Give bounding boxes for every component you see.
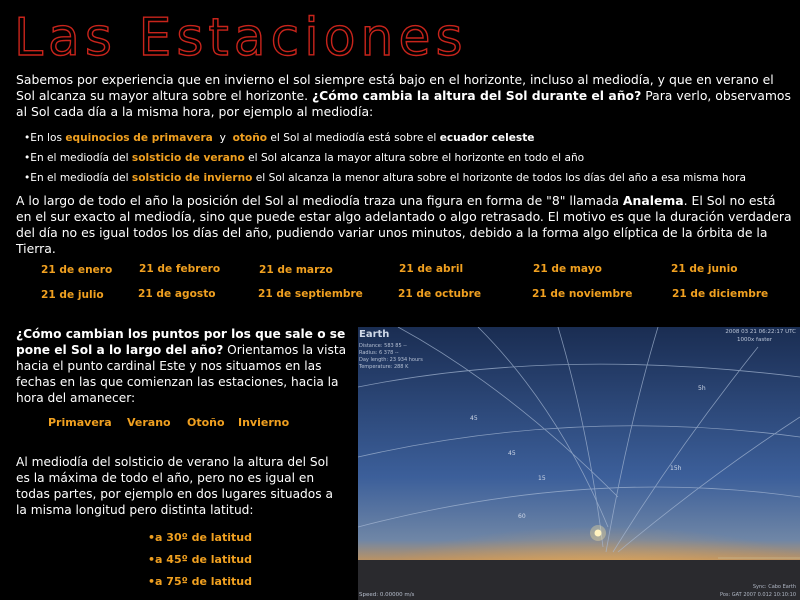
latitud-paragraph: Al mediodía del solsticio de verano la altura del Sol es la máxima de todo el año, pero no es igual en todas partes, por ejemplo en dos lugares situados a la misma longitud pero distinta latitud:	[16, 455, 333, 517]
intro-question: ¿Cómo cambia la altura del Sol durante el año?	[311, 88, 642, 103]
speed-status: Speed: 0.00000 m/s	[359, 592, 415, 598]
latitude-link-45[interactable]: •a 45º de latitud	[148, 553, 252, 566]
page-title: Las Estaciones	[14, 8, 468, 68]
bullet-solsticio-invierno: •En el mediodía del solsticio de invierno el Sol alcanza la menor altura sobre el horizonte de todos los días del año a esa misma hora	[24, 172, 747, 184]
ecuador-celeste: ecuador celeste	[439, 132, 535, 144]
intro-text: Sabemos por experiencia que en invierno el sol siempre está bajo en el horizonte, incluso al mediodía, y que en verano el Sol alcanza su mayor altura sobre el horizonte.	[16, 72, 774, 103]
equinoccio-primavera-link[interactable]: equinocios de primavera	[65, 132, 213, 144]
position-status: Pos: GAT 2007 0.012 10:10:10	[720, 592, 796, 598]
location-info: Distance: 583 85 -- Radius: 6 378 -- Day length: 23 934 hours Temperature: 288 K	[359, 343, 423, 370]
salida-sol-question: ¿Cómo cambian los puntos por los que sale o se pone el Sol a lo largo del año?	[16, 327, 346, 357]
solsticio-verano-link[interactable]: solsticio de verano	[131, 152, 245, 164]
grid-label-5: 5h	[698, 385, 706, 392]
date-link-abril[interactable]: 21 de abril	[399, 263, 464, 275]
analema-paragraph: A lo largo de todo el año la posición del Sol al mediodía traza una figura en forma de "8" llamada Analema. El Sol no está en el sur exacto al mediodía, sino que puede estar algo adelantado o algo retrasado. El motivo es que la duración verdadera del día no es igual todos los días del año, pudiendo variar unos minutos, debido a la forma algo elíptica de la órbita de la Tierra.	[16, 193, 792, 256]
grid-label-3: 15	[538, 475, 546, 482]
season-link-otono[interactable]: Otoño	[187, 416, 225, 429]
datetime-readout: 2008 03 21 06:22:17 UTC	[725, 329, 796, 335]
grid-label-4: 15h	[670, 465, 682, 472]
season-link-primavera[interactable]: Primavera	[48, 416, 112, 429]
date-link-febrero[interactable]: 21 de febrero	[139, 263, 221, 275]
bullet-solsticio-verano: •En el mediodía del solsticio de verano el Sol alcanza la mayor altura sobre el horizonte en todo el año	[24, 152, 585, 164]
date-link-noviembre[interactable]: 21 de noviembre	[532, 288, 633, 300]
season-link-verano[interactable]: Verano	[127, 416, 171, 429]
latitude-link-30[interactable]: •a 30º de latitud	[148, 531, 252, 544]
date-link-octubre[interactable]: 21 de octubre	[398, 288, 482, 300]
date-link-marzo[interactable]: 21 de marzo	[259, 264, 333, 276]
solsticio-invierno-link[interactable]: solsticio de invierno	[131, 172, 253, 184]
sky-simulation-view[interactable]	[358, 327, 800, 600]
date-link-junio[interactable]: 21 de junio	[671, 263, 738, 275]
date-link-julio[interactable]: 21 de julio	[41, 289, 104, 301]
date-link-agosto[interactable]: 21 de agosto	[138, 288, 216, 300]
sky-canvas	[358, 327, 800, 600]
intro-text-2: Para verlo, observamos al Sol cada día a la misma hora, por ejemplo al mediodía:	[16, 88, 791, 119]
season-link-invierno[interactable]: Invierno	[238, 416, 290, 429]
speed-readout: 1000x faster	[737, 337, 772, 343]
location-label: Earth	[359, 329, 390, 340]
date-link-mayo[interactable]: 21 de mayo	[533, 263, 602, 275]
grid-label-1: 45	[470, 415, 478, 422]
grid-label-2: 45	[508, 450, 516, 457]
bullet-equinoccios: •En los equinocios de primavera y otoño el Sol al mediodía está sobre el ecuador celeste	[24, 132, 535, 144]
salida-sol-paragraph: ¿Cómo cambian los puntos por los que sale o se pone el Sol a lo largo del año? Orientamos la vista hacia el punto cardinal Este y nos situamos en las fechas en las que comienzan las estaciones, hacia la hora del amanecer:	[16, 327, 347, 405]
date-link-diciembre[interactable]: 21 de diciembre	[672, 288, 769, 300]
sun-halo	[590, 525, 606, 541]
sync-status: Sync: Cabo Earth	[752, 584, 796, 590]
latitude-link-75[interactable]: •a 75º de latitud	[148, 575, 252, 588]
grid-label-6: 60	[518, 513, 526, 520]
analema-term: Analema	[622, 193, 684, 208]
equinoccio-otono-link[interactable]: otoño	[232, 132, 268, 144]
intro-paragraph	[16, 72, 792, 120]
date-link-septiembre[interactable]: 21 de septiembre	[258, 288, 363, 300]
date-link-enero[interactable]: 21 de enero	[41, 264, 113, 276]
